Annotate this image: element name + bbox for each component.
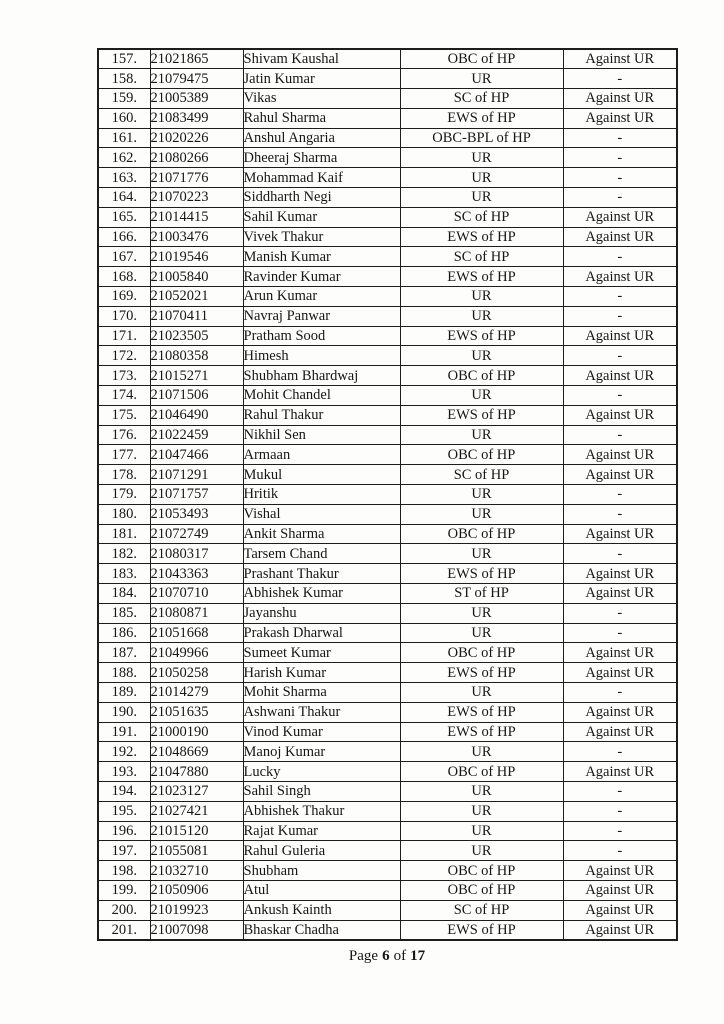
roll-number-cell: 21070710 — [150, 584, 243, 604]
table-row — [98, 504, 677, 524]
roll-number-cell: 21051668 — [150, 623, 243, 643]
serial-cell: 169. — [98, 287, 150, 307]
against-cell: Against UR — [563, 900, 677, 920]
category-cell: UR — [400, 841, 563, 861]
roll-number-cell: 21019546 — [150, 247, 243, 267]
against-cell: - — [563, 742, 677, 762]
against-cell: Against UR — [563, 702, 677, 722]
table-row — [98, 841, 677, 861]
category-cell: OBC of HP — [400, 643, 563, 663]
table-row — [98, 445, 677, 465]
roll-number-cell: 21000190 — [150, 722, 243, 742]
roll-number-cell: 21051635 — [150, 702, 243, 722]
name-cell: Dheeraj Sharma — [243, 148, 400, 168]
roll-number-cell: 21015271 — [150, 366, 243, 386]
name-cell: Ankit Sharma — [243, 524, 400, 544]
table-row — [98, 544, 677, 564]
name-cell: Vikas — [243, 89, 400, 109]
table-row — [98, 762, 677, 782]
name-cell: Prakash Dharwal — [243, 623, 400, 643]
category-cell: UR — [400, 742, 563, 762]
roll-number-cell: 21032710 — [150, 861, 243, 881]
serial-cell: 193. — [98, 762, 150, 782]
roll-number-cell: 21070223 — [150, 188, 243, 208]
name-cell: Nikhil Sen — [243, 425, 400, 445]
table-row — [98, 425, 677, 445]
serial-cell: 189. — [98, 683, 150, 703]
page-footer-label: Page — [348, 948, 379, 964]
against-cell: - — [563, 781, 677, 801]
category-cell: UR — [400, 603, 563, 623]
category-cell: UR — [400, 188, 563, 208]
serial-cell: 170. — [98, 306, 150, 326]
category-cell: EWS of HP — [400, 108, 563, 128]
table-row — [98, 148, 677, 168]
against-cell: - — [563, 287, 677, 307]
against-cell: Against UR — [563, 227, 677, 247]
serial-cell: 158. — [98, 69, 150, 89]
roll-number-cell: 21055081 — [150, 841, 243, 861]
category-cell: EWS of HP — [400, 326, 563, 346]
table-row — [98, 663, 677, 683]
name-cell: Ashwani Thakur — [243, 702, 400, 722]
table-row — [98, 227, 677, 247]
category-cell: UR — [400, 544, 563, 564]
table-row — [98, 861, 677, 881]
name-cell: Jayanshu — [243, 603, 400, 623]
against-cell: - — [563, 821, 677, 841]
roll-number-cell: 21072749 — [150, 524, 243, 544]
category-cell: OBC-BPL of HP — [400, 128, 563, 148]
roll-number-cell: 21005840 — [150, 267, 243, 287]
category-cell: UR — [400, 504, 563, 524]
serial-cell: 179. — [98, 485, 150, 505]
table-row — [98, 346, 677, 366]
serial-cell: 159. — [98, 89, 150, 109]
name-cell: Sahil Singh — [243, 781, 400, 801]
table-row — [98, 584, 677, 604]
name-cell: Rahul Sharma — [243, 108, 400, 128]
against-cell: Against UR — [563, 861, 677, 881]
table-row — [98, 49, 677, 69]
serial-cell: 182. — [98, 544, 150, 564]
name-cell: Pratham Sood — [243, 326, 400, 346]
roll-number-cell: 21020226 — [150, 128, 243, 148]
serial-cell: 163. — [98, 168, 150, 188]
table-row — [98, 405, 677, 425]
against-cell: - — [563, 425, 677, 445]
table-row — [98, 524, 677, 544]
roll-number-cell: 21052021 — [150, 287, 243, 307]
roll-number-cell: 21080871 — [150, 603, 243, 623]
serial-cell: 199. — [98, 880, 150, 900]
name-cell: Lucky — [243, 762, 400, 782]
category-cell: SC of HP — [400, 89, 563, 109]
against-cell: Against UR — [563, 89, 677, 109]
category-cell: EWS of HP — [400, 564, 563, 584]
roll-number-cell: 21050906 — [150, 880, 243, 900]
against-cell: - — [563, 623, 677, 643]
serial-cell: 184. — [98, 584, 150, 604]
category-cell: UR — [400, 801, 563, 821]
against-cell: - — [563, 128, 677, 148]
serial-cell: 195. — [98, 801, 150, 821]
table-row — [98, 366, 677, 386]
serial-cell: 188. — [98, 663, 150, 683]
table-row — [98, 683, 677, 703]
category-cell: EWS of HP — [400, 722, 563, 742]
against-cell: - — [563, 168, 677, 188]
roll-number-cell: 21023127 — [150, 781, 243, 801]
name-cell: Hritik — [243, 485, 400, 505]
roll-number-cell: 21047880 — [150, 762, 243, 782]
category-cell: UR — [400, 683, 563, 703]
serial-cell: 197. — [98, 841, 150, 861]
name-cell: Sumeet Kumar — [243, 643, 400, 663]
against-cell: Against UR — [563, 880, 677, 900]
category-cell: UR — [400, 821, 563, 841]
name-cell: Vishal — [243, 504, 400, 524]
name-cell: Mukul — [243, 465, 400, 485]
serial-cell: 172. — [98, 346, 150, 366]
name-cell: Navraj Panwar — [243, 306, 400, 326]
serial-cell: 198. — [98, 861, 150, 881]
serial-cell: 186. — [98, 623, 150, 643]
name-cell: Arun Kumar — [243, 287, 400, 307]
category-cell: UR — [400, 287, 563, 307]
serial-cell: 173. — [98, 366, 150, 386]
category-cell: EWS of HP — [400, 663, 563, 683]
table-row — [98, 89, 677, 109]
against-cell: - — [563, 188, 677, 208]
serial-cell: 187. — [98, 643, 150, 663]
name-cell: Atul — [243, 880, 400, 900]
category-cell: OBC of HP — [400, 445, 563, 465]
category-cell: UR — [400, 148, 563, 168]
serial-cell: 176. — [98, 425, 150, 445]
table-row — [98, 920, 677, 940]
page-number: 6 — [382, 948, 390, 964]
name-cell: Rahul Thakur — [243, 405, 400, 425]
against-cell: Against UR — [563, 326, 677, 346]
roll-number-cell: 21046490 — [150, 405, 243, 425]
table-row — [98, 287, 677, 307]
name-cell: Vinod Kumar — [243, 722, 400, 742]
category-cell: EWS of HP — [400, 702, 563, 722]
category-cell: OBC of HP — [400, 861, 563, 881]
roll-number-cell: 21007098 — [150, 920, 243, 940]
against-cell: Against UR — [563, 663, 677, 683]
table-row — [98, 465, 677, 485]
name-cell: Mohit Sharma — [243, 683, 400, 703]
table-row — [98, 564, 677, 584]
candidate-table — [97, 48, 678, 941]
serial-cell: 177. — [98, 445, 150, 465]
serial-cell: 185. — [98, 603, 150, 623]
category-cell: UR — [400, 485, 563, 505]
name-cell: Himesh — [243, 346, 400, 366]
roll-number-cell: 21027421 — [150, 801, 243, 821]
roll-number-cell: 21070411 — [150, 306, 243, 326]
table-row — [98, 603, 677, 623]
table-row — [98, 821, 677, 841]
serial-cell: 194. — [98, 781, 150, 801]
table-row — [98, 188, 677, 208]
table-row — [98, 306, 677, 326]
roll-number-cell: 21071291 — [150, 465, 243, 485]
serial-cell: 183. — [98, 564, 150, 584]
serial-cell: 174. — [98, 386, 150, 406]
category-cell: UR — [400, 69, 563, 89]
roll-number-cell: 21048669 — [150, 742, 243, 762]
against-cell: Against UR — [563, 445, 677, 465]
table-row — [98, 267, 677, 287]
against-cell: Against UR — [563, 722, 677, 742]
roll-number-cell: 21021865 — [150, 49, 243, 69]
table-row — [98, 128, 677, 148]
page-footer-of: of — [393, 948, 407, 964]
roll-number-cell: 21005389 — [150, 89, 243, 109]
category-cell: UR — [400, 425, 563, 445]
name-cell: Abhishek Kumar — [243, 584, 400, 604]
table-row — [98, 722, 677, 742]
name-cell: Manish Kumar — [243, 247, 400, 267]
roll-number-cell: 21014279 — [150, 683, 243, 703]
table-row — [98, 801, 677, 821]
name-cell: Sahil Kumar — [243, 207, 400, 227]
against-cell: Against UR — [563, 267, 677, 287]
name-cell: Ravinder Kumar — [243, 267, 400, 287]
against-cell: Against UR — [563, 524, 677, 544]
serial-cell: 178. — [98, 465, 150, 485]
serial-cell: 166. — [98, 227, 150, 247]
against-cell: Against UR — [563, 49, 677, 69]
serial-cell: 168. — [98, 267, 150, 287]
roll-number-cell: 21015120 — [150, 821, 243, 841]
roll-number-cell: 21071506 — [150, 386, 243, 406]
against-cell: - — [563, 504, 677, 524]
serial-cell: 161. — [98, 128, 150, 148]
category-cell: EWS of HP — [400, 405, 563, 425]
table-row — [98, 326, 677, 346]
serial-cell: 191. — [98, 722, 150, 742]
table-row — [98, 207, 677, 227]
category-cell: OBC of HP — [400, 762, 563, 782]
against-cell: Against UR — [563, 920, 677, 940]
table-row — [98, 900, 677, 920]
category-cell: UR — [400, 168, 563, 188]
roll-number-cell: 21019923 — [150, 900, 243, 920]
category-cell: OBC of HP — [400, 524, 563, 544]
serial-cell: 162. — [98, 148, 150, 168]
table-row — [98, 702, 677, 722]
against-cell: - — [563, 247, 677, 267]
category-cell: UR — [400, 346, 563, 366]
category-cell: EWS of HP — [400, 227, 563, 247]
name-cell: Siddharth Negi — [243, 188, 400, 208]
serial-cell: 181. — [98, 524, 150, 544]
category-cell: OBC of HP — [400, 880, 563, 900]
serial-cell: 160. — [98, 108, 150, 128]
serial-cell: 200. — [98, 900, 150, 920]
against-cell: Against UR — [563, 564, 677, 584]
table-row — [98, 168, 677, 188]
against-cell: - — [563, 683, 677, 703]
roll-number-cell: 21050258 — [150, 663, 243, 683]
serial-cell: 167. — [98, 247, 150, 267]
name-cell: Rajat Kumar — [243, 821, 400, 841]
category-cell: SC of HP — [400, 465, 563, 485]
table-row — [98, 386, 677, 406]
name-cell: Armaan — [243, 445, 400, 465]
name-cell: Bhaskar Chadha — [243, 920, 400, 940]
against-cell: - — [563, 841, 677, 861]
roll-number-cell: 21014415 — [150, 207, 243, 227]
against-cell: Against UR — [563, 584, 677, 604]
category-cell: EWS of HP — [400, 267, 563, 287]
roll-number-cell: 21079475 — [150, 69, 243, 89]
name-cell: Anshul Angaria — [243, 128, 400, 148]
table-row — [98, 781, 677, 801]
against-cell: - — [563, 306, 677, 326]
serial-cell: 171. — [98, 326, 150, 346]
name-cell: Ankush Kainth — [243, 900, 400, 920]
roll-number-cell: 21080317 — [150, 544, 243, 564]
roll-number-cell: 21083499 — [150, 108, 243, 128]
table-row — [98, 108, 677, 128]
table-row — [98, 485, 677, 505]
name-cell: Rahul Guleria — [243, 841, 400, 861]
against-cell: Against UR — [563, 207, 677, 227]
roll-number-cell: 21003476 — [150, 227, 243, 247]
against-cell: Against UR — [563, 465, 677, 485]
name-cell: Manoj Kumar — [243, 742, 400, 762]
name-cell: Harish Kumar — [243, 663, 400, 683]
category-cell: UR — [400, 306, 563, 326]
roll-number-cell: 21080266 — [150, 148, 243, 168]
against-cell: Against UR — [563, 405, 677, 425]
roll-number-cell: 21022459 — [150, 425, 243, 445]
category-cell: UR — [400, 386, 563, 406]
page-total: 17 — [410, 948, 426, 964]
table-row — [98, 623, 677, 643]
name-cell: Jatin Kumar — [243, 69, 400, 89]
against-cell: - — [563, 801, 677, 821]
against-cell: - — [563, 69, 677, 89]
category-cell: ST of HP — [400, 584, 563, 604]
against-cell: Against UR — [563, 762, 677, 782]
name-cell: Abhishek Thakur — [243, 801, 400, 821]
name-cell: Vivek Thakur — [243, 227, 400, 247]
serial-cell: 180. — [98, 504, 150, 524]
category-cell: UR — [400, 623, 563, 643]
roll-number-cell: 21053493 — [150, 504, 243, 524]
page-footer — [97, 948, 677, 965]
against-cell: - — [563, 603, 677, 623]
name-cell: Mohammad Kaif — [243, 168, 400, 188]
serial-cell: 201. — [98, 920, 150, 940]
category-cell: EWS of HP — [400, 920, 563, 940]
category-cell: SC of HP — [400, 247, 563, 267]
against-cell: - — [563, 148, 677, 168]
candidate-table-body — [98, 49, 677, 940]
roll-number-cell: 21071776 — [150, 168, 243, 188]
category-cell: SC of HP — [400, 207, 563, 227]
name-cell: Tarsem Chand — [243, 544, 400, 564]
against-cell: - — [563, 346, 677, 366]
serial-cell: 157. — [98, 49, 150, 69]
roll-number-cell: 21071757 — [150, 485, 243, 505]
roll-number-cell: 21049966 — [150, 643, 243, 663]
against-cell: Against UR — [563, 366, 677, 386]
serial-cell: 192. — [98, 742, 150, 762]
name-cell: Shivam Kaushal — [243, 49, 400, 69]
against-cell: - — [563, 544, 677, 564]
table-row — [98, 69, 677, 89]
against-cell: Against UR — [563, 108, 677, 128]
table-row — [98, 247, 677, 267]
table-row — [98, 880, 677, 900]
name-cell: Shubham — [243, 861, 400, 881]
table-row — [98, 742, 677, 762]
serial-cell: 175. — [98, 405, 150, 425]
roll-number-cell: 21047466 — [150, 445, 243, 465]
table-row — [98, 643, 677, 663]
category-cell: UR — [400, 781, 563, 801]
category-cell: OBC of HP — [400, 366, 563, 386]
against-cell: - — [563, 386, 677, 406]
category-cell: SC of HP — [400, 900, 563, 920]
against-cell: Against UR — [563, 643, 677, 663]
name-cell: Prashant Thakur — [243, 564, 400, 584]
serial-cell: 190. — [98, 702, 150, 722]
against-cell: - — [563, 485, 677, 505]
category-cell: OBC of HP — [400, 49, 563, 69]
roll-number-cell: 21023505 — [150, 326, 243, 346]
roll-number-cell: 21043363 — [150, 564, 243, 584]
serial-cell: 165. — [98, 207, 150, 227]
name-cell: Mohit Chandel — [243, 386, 400, 406]
name-cell: Shubham Bhardwaj — [243, 366, 400, 386]
serial-cell: 164. — [98, 188, 150, 208]
roll-number-cell: 21080358 — [150, 346, 243, 366]
serial-cell: 196. — [98, 821, 150, 841]
